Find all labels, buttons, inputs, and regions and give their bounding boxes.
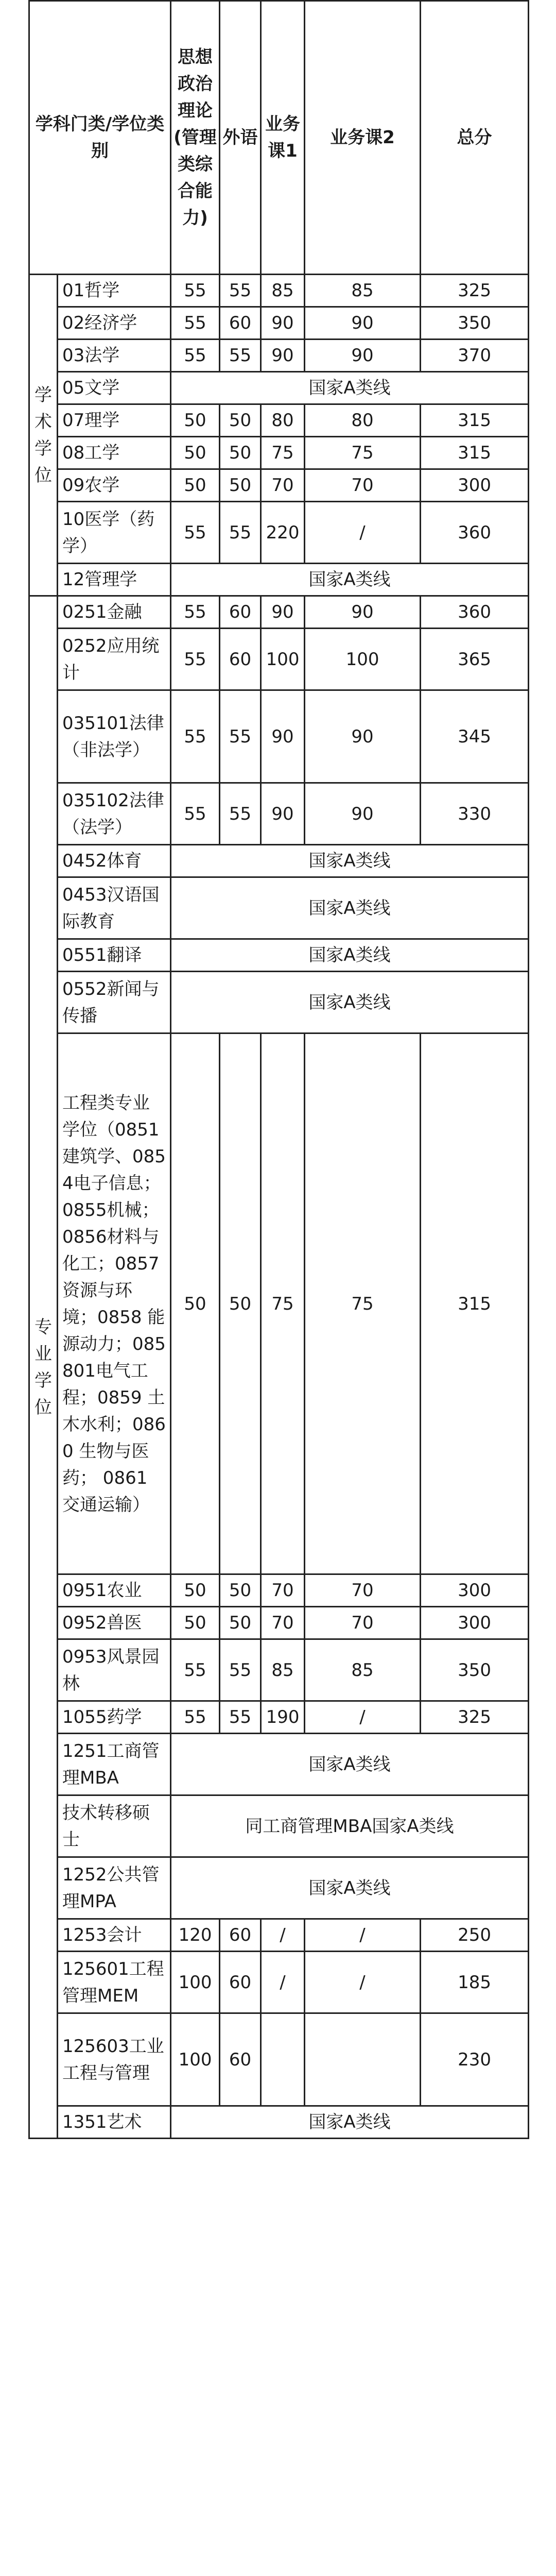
score-language: 50 xyxy=(220,1033,261,1574)
score-table xyxy=(28,0,529,2139)
score-politics: 100 xyxy=(171,1952,220,2013)
subject-cell: 工程类专业学位（0851建筑学、0854电子信息；0855机械；0856材料与化工；0857资源与环境；0858 能源动力；085801电气工程；0859 土木水利；0860 生物与医药； 0861 交通运输） xyxy=(58,1033,171,1574)
score-total: 365 xyxy=(421,629,529,690)
score-total: 315 xyxy=(421,1033,529,1574)
score-course1: 190 xyxy=(261,1701,305,1734)
score-total: 345 xyxy=(421,690,529,783)
subject-cell: 1351艺术 xyxy=(58,2106,171,2139)
score-politics: 120 xyxy=(171,1919,220,1952)
subject-cell: 0552新闻与传播 xyxy=(58,972,171,1033)
score-language: 60 xyxy=(220,629,261,690)
subject-cell: 08工学 xyxy=(58,437,171,469)
score-course1: 220 xyxy=(261,502,305,564)
score-course2: 100 xyxy=(305,629,421,690)
subject-cell: 0551翻译 xyxy=(58,939,171,972)
score-course1: 70 xyxy=(261,1574,305,1607)
score-course2: 90 xyxy=(305,307,421,340)
score-course2: / xyxy=(305,1919,421,1952)
score-course1: 100 xyxy=(261,629,305,690)
subject-cell: 0951农业 xyxy=(58,1574,171,1607)
table-row xyxy=(29,275,529,307)
table-row xyxy=(29,1857,529,1919)
score-language: 55 xyxy=(220,1701,261,1734)
score-total: 300 xyxy=(421,1607,529,1639)
score-course1: 90 xyxy=(261,596,305,629)
table-row xyxy=(29,1952,529,2013)
score-course2: 90 xyxy=(305,783,421,845)
header-course2: 业务课2 xyxy=(305,1,421,275)
subject-cell: 0251金融 xyxy=(58,596,171,629)
score-language: 55 xyxy=(220,690,261,783)
score-table-frame xyxy=(28,0,528,2576)
score-politics: 55 xyxy=(171,783,220,845)
subject-cell: 0952兽医 xyxy=(58,1607,171,1639)
degree-type-professional xyxy=(29,596,58,2139)
score-line-note: 国家A类线 xyxy=(171,1857,529,1919)
degree-type-label: 专业学位 xyxy=(34,1316,52,1418)
score-course2 xyxy=(305,2013,421,2106)
table-row xyxy=(29,939,529,972)
table-row xyxy=(29,2106,529,2139)
table-row xyxy=(29,502,529,564)
score-course2: / xyxy=(305,502,421,564)
score-total: 330 xyxy=(421,783,529,845)
score-course2: 70 xyxy=(305,469,421,502)
score-total: 325 xyxy=(421,1701,529,1734)
score-total: 325 xyxy=(421,275,529,307)
score-language: 55 xyxy=(220,783,261,845)
subject-cell: 02经济学 xyxy=(58,307,171,340)
score-language: 55 xyxy=(220,502,261,564)
table-row xyxy=(29,629,529,690)
score-course2: 70 xyxy=(305,1607,421,1639)
score-politics: 55 xyxy=(171,690,220,783)
score-course1 xyxy=(261,2013,305,2106)
score-politics: 55 xyxy=(171,1639,220,1701)
degree-type-academic xyxy=(29,275,58,596)
score-line-note: 国家A类线 xyxy=(171,939,529,972)
score-course1: 70 xyxy=(261,1607,305,1639)
score-course1: 75 xyxy=(261,1033,305,1574)
degree-type-label: 学术学位 xyxy=(34,384,52,486)
score-course2: 85 xyxy=(305,1639,421,1701)
score-course1: 90 xyxy=(261,783,305,845)
header-row xyxy=(29,1,529,275)
table-row xyxy=(29,1639,529,1701)
score-line-note: 国家A类线 xyxy=(171,877,529,939)
subject-cell: 125601工程管理MEM xyxy=(58,1952,171,2013)
score-course2: 90 xyxy=(305,340,421,372)
score-total: 315 xyxy=(421,437,529,469)
subject-cell: 0453汉语国际教育 xyxy=(58,877,171,939)
score-course1: 85 xyxy=(261,1639,305,1701)
header-politics: 思想政治理论(管理类综合能力) xyxy=(171,1,220,275)
header-total: 总分 xyxy=(421,1,529,275)
subject-cell: 1252公共管理MPA xyxy=(58,1857,171,1919)
score-course1: 80 xyxy=(261,404,305,437)
subject-cell: 01哲学 xyxy=(58,275,171,307)
score-course1: 85 xyxy=(261,275,305,307)
score-language: 55 xyxy=(220,275,261,307)
table-row xyxy=(29,1701,529,1734)
score-course2: 85 xyxy=(305,275,421,307)
score-course2: / xyxy=(305,1952,421,2013)
subject-cell: 0953风景园林 xyxy=(58,1639,171,1701)
score-language: 50 xyxy=(220,469,261,502)
score-course1: 75 xyxy=(261,437,305,469)
subject-cell: 05文学 xyxy=(58,372,171,404)
score-line-note: 国家A类线 xyxy=(171,972,529,1033)
score-line-note: 国家A类线 xyxy=(171,372,529,404)
score-language: 50 xyxy=(220,1574,261,1607)
subject-cell: 12管理学 xyxy=(58,564,171,596)
subject-cell: 10医学（药学） xyxy=(58,502,171,564)
score-total: 360 xyxy=(421,596,529,629)
table-row xyxy=(29,564,529,596)
score-total: 300 xyxy=(421,1574,529,1607)
score-course1: 90 xyxy=(261,307,305,340)
score-course2: / xyxy=(305,1701,421,1734)
subject-cell: 09农学 xyxy=(58,469,171,502)
subject-cell: 035101法律（非法学） xyxy=(58,690,171,783)
table-row xyxy=(29,1919,529,1952)
table-row xyxy=(29,1795,529,1857)
score-total: 250 xyxy=(421,1919,529,1952)
score-politics: 55 xyxy=(171,629,220,690)
score-politics: 55 xyxy=(171,340,220,372)
score-politics: 55 xyxy=(171,502,220,564)
header-language: 外语 xyxy=(220,1,261,275)
subject-cell: 03法学 xyxy=(58,340,171,372)
score-total: 230 xyxy=(421,2013,529,2106)
table-row xyxy=(29,1607,529,1639)
table-row xyxy=(29,1033,529,1574)
score-politics: 50 xyxy=(171,1574,220,1607)
score-line-note: 国家A类线 xyxy=(171,2106,529,2139)
score-politics: 50 xyxy=(171,404,220,437)
score-language: 60 xyxy=(220,1919,261,1952)
table-row xyxy=(29,372,529,404)
table-row xyxy=(29,469,529,502)
score-language: 60 xyxy=(220,2013,261,2106)
subject-cell: 技术转移硕士 xyxy=(58,1795,171,1857)
score-line-note: 国家A类线 xyxy=(171,564,529,596)
subject-cell: 1251工商管理MBA xyxy=(58,1734,171,1795)
score-language: 60 xyxy=(220,307,261,340)
subject-cell: 035102法律（法学） xyxy=(58,783,171,845)
score-language: 55 xyxy=(220,1639,261,1701)
header-course1: 业务课1 xyxy=(261,1,305,275)
subject-cell: 0252应用统计 xyxy=(58,629,171,690)
score-politics: 50 xyxy=(171,437,220,469)
table-row xyxy=(29,690,529,783)
score-course1: / xyxy=(261,1952,305,2013)
score-politics: 100 xyxy=(171,2013,220,2106)
score-line-note: 同工商管理MBA国家A类线 xyxy=(171,1795,529,1857)
score-total: 350 xyxy=(421,1639,529,1701)
score-line-note: 国家A类线 xyxy=(171,1734,529,1795)
table-row xyxy=(29,340,529,372)
score-politics: 50 xyxy=(171,1033,220,1574)
table-row xyxy=(29,845,529,877)
score-line-note: 国家A类线 xyxy=(171,845,529,877)
score-politics: 55 xyxy=(171,307,220,340)
table-body xyxy=(29,275,529,2139)
table-row xyxy=(29,307,529,340)
score-course1: 90 xyxy=(261,340,305,372)
subject-cell: 125603工业工程与管理 xyxy=(58,2013,171,2106)
score-course2: 75 xyxy=(305,437,421,469)
score-total: 315 xyxy=(421,404,529,437)
table-row xyxy=(29,2013,529,2106)
header-category: 学科门类/学位类别 xyxy=(29,1,171,275)
table-row xyxy=(29,1574,529,1607)
score-politics: 55 xyxy=(171,1701,220,1734)
score-course2: 90 xyxy=(305,690,421,783)
table-row xyxy=(29,972,529,1033)
table-row xyxy=(29,596,529,629)
score-politics: 55 xyxy=(171,596,220,629)
score-language: 60 xyxy=(220,596,261,629)
subject-cell: 1055药学 xyxy=(58,1701,171,1734)
score-total: 300 xyxy=(421,469,529,502)
score-language: 50 xyxy=(220,1607,261,1639)
score-politics: 50 xyxy=(171,1607,220,1639)
score-course1: 70 xyxy=(261,469,305,502)
score-politics: 50 xyxy=(171,469,220,502)
score-course1: 90 xyxy=(261,690,305,783)
table-row xyxy=(29,1734,529,1795)
score-total: 370 xyxy=(421,340,529,372)
score-course2: 75 xyxy=(305,1033,421,1574)
score-total: 360 xyxy=(421,502,529,564)
table-row xyxy=(29,437,529,469)
table-row xyxy=(29,877,529,939)
score-course2: 70 xyxy=(305,1574,421,1607)
subject-cell: 0452体育 xyxy=(58,845,171,877)
score-language: 50 xyxy=(220,404,261,437)
score-politics: 55 xyxy=(171,275,220,307)
score-course2: 90 xyxy=(305,596,421,629)
table-row xyxy=(29,404,529,437)
table-row xyxy=(29,783,529,845)
score-course1: / xyxy=(261,1919,305,1952)
score-total: 185 xyxy=(421,1952,529,2013)
subject-cell: 07理学 xyxy=(58,404,171,437)
score-language: 60 xyxy=(220,1952,261,2013)
score-total: 350 xyxy=(421,307,529,340)
score-course2: 80 xyxy=(305,404,421,437)
score-language: 55 xyxy=(220,340,261,372)
subject-cell: 1253会计 xyxy=(58,1919,171,1952)
score-language: 50 xyxy=(220,437,261,469)
